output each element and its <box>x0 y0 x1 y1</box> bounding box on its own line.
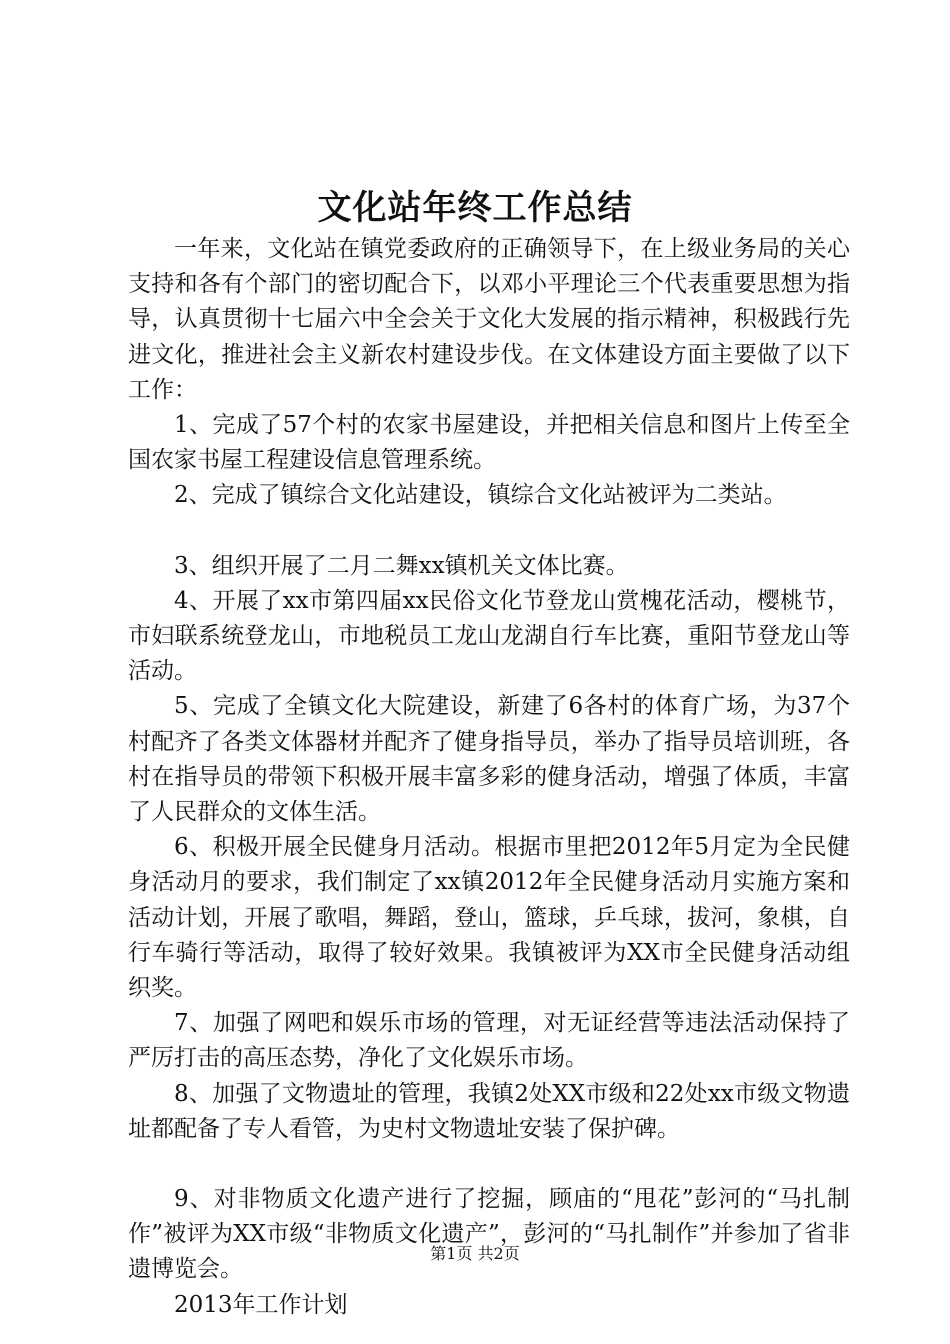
paragraph-item-7: 7、加强了网吧和娱乐市场的管理，对无证经营等违法活动保持了严厉打击的高压态势，净化了文化娱乐市场。 <box>128 1010 850 1072</box>
paragraph-item-6: 6、积极开展全民健身月活动。根据市里把2012年5月定为全民健身活动月的要求，我们制定了xx镇2012年全民健身活动月实施方案和活动计划，开展了歌唱，舞蹈，登山，篮球，乒乓球，拔河，象棋，自行车骑行等活动，取得了较好效果。我镇被评为XX市全民健身活动组织奖。 <box>128 834 850 1002</box>
paragraph-item-3: 3、组织开展了二月二舞xx镇机关文体比赛。 <box>174 552 629 579</box>
paragraph-plan-heading: 2013年工作计划 <box>174 1291 348 1318</box>
page-indicator: 第1页 共2页 <box>430 1244 520 1263</box>
document-body <box>128 232 850 1323</box>
paragraph-item-5: 5、完成了全镇文化大院建设，新建了6各村的体育广场，为37个村配齐了各类文体器材并配齐了健身指导员，举办了指导员培训班，各村在指导员的带领下积极开展丰富多彩的健身活动，增强了体质，丰富了人民群众的文体生活。 <box>128 693 850 826</box>
paragraph-item-9: 9、对非物质文化遗产进行了挖掘，顾庙的“甩花”彭河的“马扎制作”被评为XX市级“非物质文化遗产”，彭河的“马扎制作”并参加了省非遗博览会。 <box>128 1186 850 1283</box>
paragraph-item-2: 2、完成了镇综合文化站建设，镇综合文化站被评为二类站。 <box>174 482 787 509</box>
paragraph-item-4: 4、开展了xx市第四届xx民俗文化节登龙山赏槐花活动，樱桃节，市妇联系统登龙山，市地税员工龙山龙湖自行车比赛，重阳节登龙山等活动。 <box>128 587 850 685</box>
document-title: 文化站年终工作总结 <box>317 188 633 228</box>
paragraph-intro: 一年来，文化站在镇党委政府的正确领导下，在上级业务局的关心支持和各有个部门的密切配合下，以邓小平理论三个代表重要思想为指导，认真贯彻十七届六中全会关于文化大发展的指示精神，积极践行先进文化，推进社会主义新农村建设步伐。在文体建设方面主要做了以下工作： <box>128 236 850 403</box>
paragraph-item-1: 1、完成了57个村的农家书屋建设，并把相关信息和图片上传至全国农家书屋工程建设信息管理系统。 <box>128 412 850 474</box>
paragraph-item-8: 8、加强了文物遗址的管理，我镇2处XX市级和22处xx市级文物遗址都配备了专人看管，为史村文物遗址安装了保护碑。 <box>128 1080 850 1142</box>
